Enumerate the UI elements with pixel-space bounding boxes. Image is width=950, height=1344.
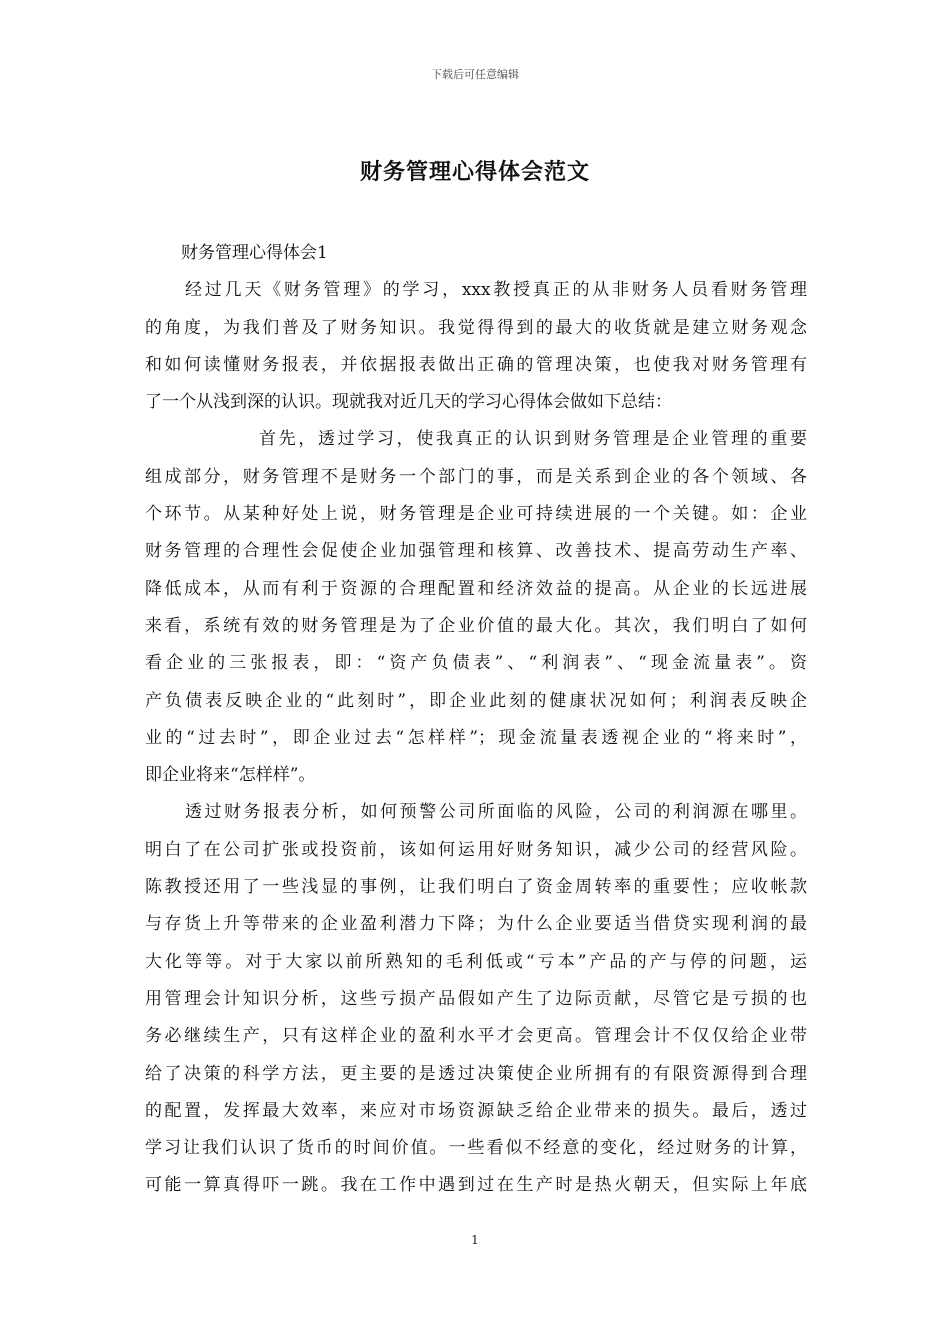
page-number: 1 <box>471 1233 479 1247</box>
paragraph-line: 首先，透过学习，使我真正的认识到财务管理是企业管理的重要 <box>259 429 807 450</box>
paragraph-line: 的配置，发挥最大效率，来应对市场资源缺乏给企业带来的损失。最后，透过 <box>145 1100 807 1121</box>
paragraph-line: 即企业将来“怎样样”。 <box>145 765 316 786</box>
paragraph-line: 透过财务报表分析，如何预警公司所面临的风险，公司的利润源在哪里。 <box>185 802 807 823</box>
paragraph-line: 学习让我们认识了货币的时间价值。一些看似不经意的变化，经过财务的计算， <box>145 1138 807 1159</box>
document-title: 财务管理心得体会范文 <box>359 159 590 185</box>
paragraph-line: 组成部分，财务管理不是财务一个部门的事，而是关系到企业的各个领域、各 <box>145 466 807 487</box>
paragraph-line: 的角度，为我们普及了财务知识。我觉得得到的最大的收货就是建立财务观念 <box>145 317 807 338</box>
paragraph-line: 和如何读懂财务报表，并依据报表做出正确的管理决策，也使我对财务管理有 <box>145 354 807 375</box>
paragraph-line: 业的“过去时”，即企业过去“怎样样”；现金流量表透视企业的“将来时”， <box>145 727 807 748</box>
paragraph-line: 降低成本，从而有利于资源的合理配置和经济效益的提高。从企业的长远进展 <box>145 578 807 599</box>
paragraph-line: 经过几天《财务管理》的学习，xxx教授真正的从非财务人员看财务管理 <box>185 280 807 301</box>
paragraph-line: 大化等等。对于大家以前所熟知的毛利低或“亏本”产品的产与停的问题，运 <box>145 951 807 972</box>
document-body <box>145 235 807 1205</box>
paragraph-line: 可能一算真得吓一跳。我在工作中遇到过在生产时是热火朝天，但实际上年底 <box>145 1175 807 1196</box>
paragraph-line: 了一个从浅到深的认识。现就我对近几天的学习心得体会做如下总结： <box>145 392 672 413</box>
paragraph-line: 看企业的三张报表，即：“资产负债表”、“利润表”、“现金流量表”。资 <box>145 653 807 674</box>
paragraph-line: 给了决策的科学方法，更主要的是透过决策使企业所拥有的有限资源得到合理 <box>145 1063 807 1084</box>
paragraph-line: 陈教授还用了一些浅显的事例，让我们明白了资金周转率的重要性；应收帐款 <box>145 877 807 898</box>
paragraph-line: 财务管理的合理性会促使企业加强管理和核算、改善技术、提高劳动生产率、 <box>145 541 807 562</box>
header-note: 下载后可任意编辑 <box>431 68 519 81</box>
section-heading: 财务管理心得体会1 <box>181 243 328 263</box>
paragraph-line: 产负债表反映企业的“此刻时”，即企业此刻的健康状况如何；利润表反映企 <box>145 690 807 711</box>
paragraph-line: 务必继续生产，只有这样企业的盈利水平才会更高。管理会计不仅仅给企业带 <box>145 1026 807 1047</box>
paragraph-line: 个环节。从某种好处上说，财务管理是企业可持续进展的一个关键。如：企业 <box>145 504 807 525</box>
paragraph-line: 明白了在公司扩张或投资前，该如何运用好财务知识，减少公司的经营风险。 <box>145 839 807 860</box>
paragraph-line: 来看，系统有效的财务管理是为了企业价值的最大化。其次，我们明白了如何 <box>145 615 807 636</box>
paragraph-line: 用管理会计知识分析，这些亏损产品假如产生了边际贡献，尽管它是亏损的也 <box>145 988 807 1009</box>
paragraph-line: 与存货上升等带来的企业盈利潜力下降；为什么企业要适当借贷实现利润的最 <box>145 914 807 935</box>
